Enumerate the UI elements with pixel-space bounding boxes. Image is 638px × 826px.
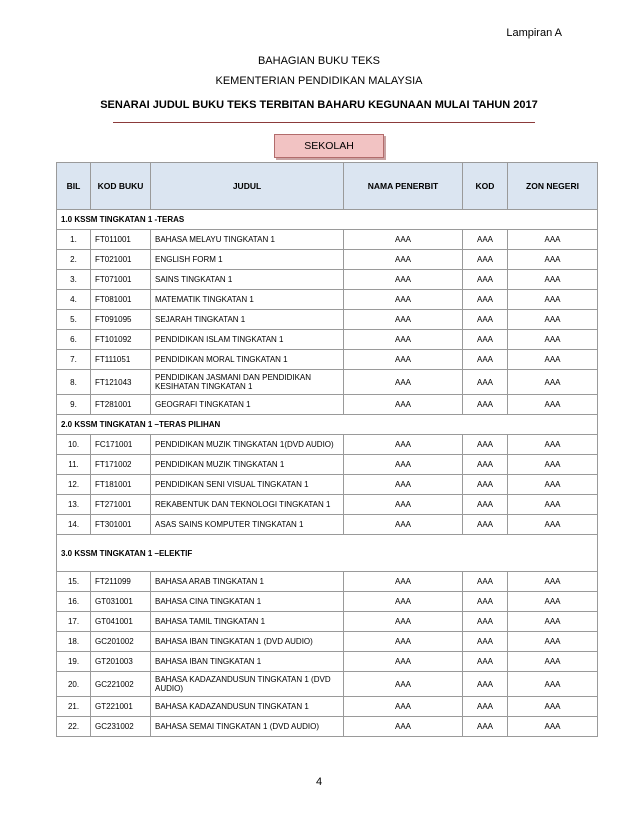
- cell-kod: AAA: [463, 697, 508, 717]
- cell-zon: AAA: [508, 370, 598, 395]
- cell-penerbit: AAA: [344, 495, 463, 515]
- column-header-judul: JUDUL: [151, 163, 344, 210]
- table-row: [57, 435, 598, 455]
- table-row: [57, 230, 598, 250]
- cell-kod-buku: GT201003: [91, 652, 151, 672]
- cell-penerbit: AAA: [344, 310, 463, 330]
- cell-bil: 8.: [57, 370, 91, 395]
- cell-penerbit: AAA: [344, 672, 463, 697]
- table-row: [57, 592, 598, 612]
- cell-zon: AAA: [508, 350, 598, 370]
- table-row: [57, 310, 598, 330]
- cell-bil: 1.: [57, 230, 91, 250]
- table-header-row: [57, 163, 598, 210]
- cell-judul: PENDIDIKAN MUZIK TINGKATAN 1(DVD AUDIO): [151, 435, 344, 455]
- cell-penerbit: AAA: [344, 250, 463, 270]
- table-row: [57, 717, 598, 737]
- table-row: [57, 632, 598, 652]
- document-title: SENARAI JUDUL BUKU TEKS TERBITAN BAHARU KEGUNAAN MULAI TAHUN 2017: [100, 99, 538, 111]
- cell-zon: AAA: [508, 395, 598, 415]
- cell-zon: AAA: [508, 270, 598, 290]
- cell-kod: AAA: [463, 230, 508, 250]
- cell-judul: BAHASA ARAB TINGKATAN 1: [151, 572, 344, 592]
- cell-kod-buku: FT011001: [91, 230, 151, 250]
- cell-bil: 7.: [57, 350, 91, 370]
- cell-zon: AAA: [508, 632, 598, 652]
- cell-judul: PENDIDIKAN MUZIK TINGKATAN 1: [151, 455, 344, 475]
- column-header-kod: KOD: [463, 163, 508, 210]
- cell-judul: ENGLISH FORM 1: [151, 250, 344, 270]
- cell-kod: AAA: [463, 435, 508, 455]
- table-row: [57, 370, 598, 395]
- table-row: [57, 612, 598, 632]
- cell-judul: BAHASA CINA TINGKATAN 1: [151, 592, 344, 612]
- cell-penerbit: AAA: [344, 652, 463, 672]
- cell-kod-buku: FT121043: [91, 370, 151, 395]
- cell-zon: AAA: [508, 250, 598, 270]
- page-number: 4: [315, 776, 323, 788]
- cell-judul: BAHASA KADAZANDUSUN TINGKATAN 1: [151, 697, 344, 717]
- cell-judul: REKABENTUK DAN TEKNOLOGI TINGKATAN 1: [151, 495, 344, 515]
- column-header-kod-buku: KOD BUKU: [91, 163, 151, 210]
- cell-judul: PENDIDIKAN MORAL TINGKATAN 1: [151, 350, 344, 370]
- cell-kod-buku: FT101092: [91, 330, 151, 350]
- appendix-label: Lampiran A: [506, 27, 562, 39]
- table-row: [57, 697, 598, 717]
- cell-bil: 20.: [57, 672, 91, 697]
- table-row: [57, 475, 598, 495]
- cell-penerbit: AAA: [344, 632, 463, 652]
- cell-zon: AAA: [508, 435, 598, 455]
- cell-bil: 22.: [57, 717, 91, 737]
- cell-penerbit: AAA: [344, 330, 463, 350]
- cell-kod: AAA: [463, 370, 508, 395]
- cell-kod-buku: GT221001: [91, 697, 151, 717]
- table-row: [57, 330, 598, 350]
- table-row: [57, 290, 598, 310]
- cell-kod-buku: FT081001: [91, 290, 151, 310]
- cell-kod: AAA: [463, 395, 508, 415]
- cell-judul: PENDIDIKAN JASMANI DAN PENDIDIKAN KESIHATAN TINGKATAN 1: [151, 370, 344, 395]
- table-row: [57, 672, 598, 697]
- cell-bil: 10.: [57, 435, 91, 455]
- cell-kod: AAA: [463, 350, 508, 370]
- cell-bil: 15.: [57, 572, 91, 592]
- cell-kod: AAA: [463, 672, 508, 697]
- cell-kod: AAA: [463, 632, 508, 652]
- cell-bil: 9.: [57, 395, 91, 415]
- cell-zon: AAA: [508, 475, 598, 495]
- cell-kod: AAA: [463, 717, 508, 737]
- cell-kod-buku: FT271001: [91, 495, 151, 515]
- cell-judul: BAHASA IBAN TINGKATAN 1: [151, 652, 344, 672]
- cell-penerbit: AAA: [344, 350, 463, 370]
- cell-zon: AAA: [508, 290, 598, 310]
- cell-zon: AAA: [508, 697, 598, 717]
- section-heading: 1.0 KSSM TINGKATAN 1 -TERAS: [57, 210, 598, 230]
- cell-penerbit: AAA: [344, 572, 463, 592]
- cell-judul: SAINS TINGKATAN 1: [151, 270, 344, 290]
- cell-bil: 4.: [57, 290, 91, 310]
- textbook-table: [56, 162, 598, 737]
- cell-kod: AAA: [463, 652, 508, 672]
- cell-kod-buku: GC221002: [91, 672, 151, 697]
- cell-kod: AAA: [463, 592, 508, 612]
- table-row: [57, 270, 598, 290]
- cell-bil: 13.: [57, 495, 91, 515]
- cell-kod: AAA: [463, 455, 508, 475]
- cell-penerbit: AAA: [344, 697, 463, 717]
- cell-judul: PENDIDIKAN ISLAM TINGKATAN 1: [151, 330, 344, 350]
- column-header-bil: BIL: [57, 163, 91, 210]
- cell-bil: 16.: [57, 592, 91, 612]
- school-level-badge: SEKOLAH: [274, 134, 384, 158]
- cell-zon: AAA: [508, 572, 598, 592]
- cell-kod: AAA: [463, 495, 508, 515]
- table-row: [57, 515, 598, 535]
- cell-penerbit: AAA: [344, 515, 463, 535]
- cell-bil: 17.: [57, 612, 91, 632]
- cell-zon: AAA: [508, 330, 598, 350]
- cell-bil: 11.: [57, 455, 91, 475]
- column-header-penerbit: NAMA PENERBIT: [344, 163, 463, 210]
- cell-zon: AAA: [508, 717, 598, 737]
- cell-bil: 19.: [57, 652, 91, 672]
- cell-kod-buku: FT071001: [91, 270, 151, 290]
- cell-zon: AAA: [508, 515, 598, 535]
- cell-penerbit: AAA: [344, 475, 463, 495]
- table-row: [57, 250, 598, 270]
- cell-judul: PENDIDIKAN SENI VISUAL TINGKATAN 1: [151, 475, 344, 495]
- cell-kod-buku: GC231002: [91, 717, 151, 737]
- cell-judul: ASAS SAINS KOMPUTER TINGKATAN 1: [151, 515, 344, 535]
- cell-bil: 12.: [57, 475, 91, 495]
- cell-kod-buku: FT021001: [91, 250, 151, 270]
- cell-penerbit: AAA: [344, 395, 463, 415]
- cell-penerbit: AAA: [344, 230, 463, 250]
- cell-penerbit: AAA: [344, 290, 463, 310]
- table-row: [57, 572, 598, 592]
- table-row: [57, 350, 598, 370]
- cell-judul: SEJARAH TINGKATAN 1: [151, 310, 344, 330]
- cell-kod: AAA: [463, 572, 508, 592]
- table-row: [57, 395, 598, 415]
- department-title: BAHAGIAN BUKU TEKS: [257, 55, 381, 67]
- cell-zon: AAA: [508, 612, 598, 632]
- cell-judul: BAHASA MELAYU TINGKATAN 1: [151, 230, 344, 250]
- cell-bil: 14.: [57, 515, 91, 535]
- cell-zon: AAA: [508, 652, 598, 672]
- cell-kod-buku: FT091095: [91, 310, 151, 330]
- section-heading: 3.0 KSSM TINGKATAN 1 –ELEKTIF: [57, 535, 598, 572]
- section-heading-row: [57, 535, 598, 572]
- cell-penerbit: AAA: [344, 717, 463, 737]
- cell-kod-buku: FT111051: [91, 350, 151, 370]
- cell-kod-buku: FC171001: [91, 435, 151, 455]
- section-heading-row: [57, 210, 598, 230]
- cell-kod-buku: FT171002: [91, 455, 151, 475]
- cell-zon: AAA: [508, 592, 598, 612]
- cell-zon: AAA: [508, 495, 598, 515]
- cell-judul: MATEMATIK TINGKATAN 1: [151, 290, 344, 310]
- cell-kod-buku: FT211099: [91, 572, 151, 592]
- cell-kod: AAA: [463, 250, 508, 270]
- table-row: [57, 652, 598, 672]
- section-heading: 2.0 KSSM TINGKATAN 1 –TERAS PILIHAN: [57, 415, 598, 435]
- cell-kod: AAA: [463, 475, 508, 495]
- cell-kod: AAA: [463, 515, 508, 535]
- cell-penerbit: AAA: [344, 270, 463, 290]
- cell-judul: BAHASA KADAZANDUSUN TINGKATAN 1 (DVD AUDIO): [151, 672, 344, 697]
- cell-bil: 18.: [57, 632, 91, 652]
- cell-zon: AAA: [508, 672, 598, 697]
- cell-kod: AAA: [463, 612, 508, 632]
- cell-penerbit: AAA: [344, 370, 463, 395]
- title-underline: [113, 122, 535, 123]
- cell-zon: AAA: [508, 455, 598, 475]
- column-header-zon: ZON NEGERI: [508, 163, 598, 210]
- cell-zon: AAA: [508, 310, 598, 330]
- cell-kod: AAA: [463, 270, 508, 290]
- cell-penerbit: AAA: [344, 435, 463, 455]
- table-row: [57, 495, 598, 515]
- section-heading-row: [57, 415, 598, 435]
- cell-zon: AAA: [508, 230, 598, 250]
- cell-kod-buku: GT031001: [91, 592, 151, 612]
- cell-bil: 2.: [57, 250, 91, 270]
- cell-kod: AAA: [463, 330, 508, 350]
- cell-judul: BAHASA TAMIL TINGKATAN 1: [151, 612, 344, 632]
- cell-penerbit: AAA: [344, 612, 463, 632]
- cell-bil: 21.: [57, 697, 91, 717]
- ministry-title: KEMENTERIAN PENDIDIKAN MALAYSIA: [215, 75, 423, 87]
- cell-kod-buku: FT181001: [91, 475, 151, 495]
- cell-bil: 6.: [57, 330, 91, 350]
- cell-penerbit: AAA: [344, 455, 463, 475]
- cell-bil: 5.: [57, 310, 91, 330]
- cell-kod: AAA: [463, 290, 508, 310]
- cell-kod-buku: FT301001: [91, 515, 151, 535]
- table-body: [57, 210, 598, 737]
- cell-judul: GEOGRAFI TINGKATAN 1: [151, 395, 344, 415]
- cell-kod-buku: FT281001: [91, 395, 151, 415]
- cell-penerbit: AAA: [344, 592, 463, 612]
- cell-kod-buku: GT041001: [91, 612, 151, 632]
- cell-bil: 3.: [57, 270, 91, 290]
- cell-judul: BAHASA SEMAI TINGKATAN 1 (DVD AUDIO): [151, 717, 344, 737]
- cell-kod-buku: GC201002: [91, 632, 151, 652]
- cell-kod: AAA: [463, 310, 508, 330]
- cell-judul: BAHASA IBAN TINGKATAN 1 (DVD AUDIO): [151, 632, 344, 652]
- table-row: [57, 455, 598, 475]
